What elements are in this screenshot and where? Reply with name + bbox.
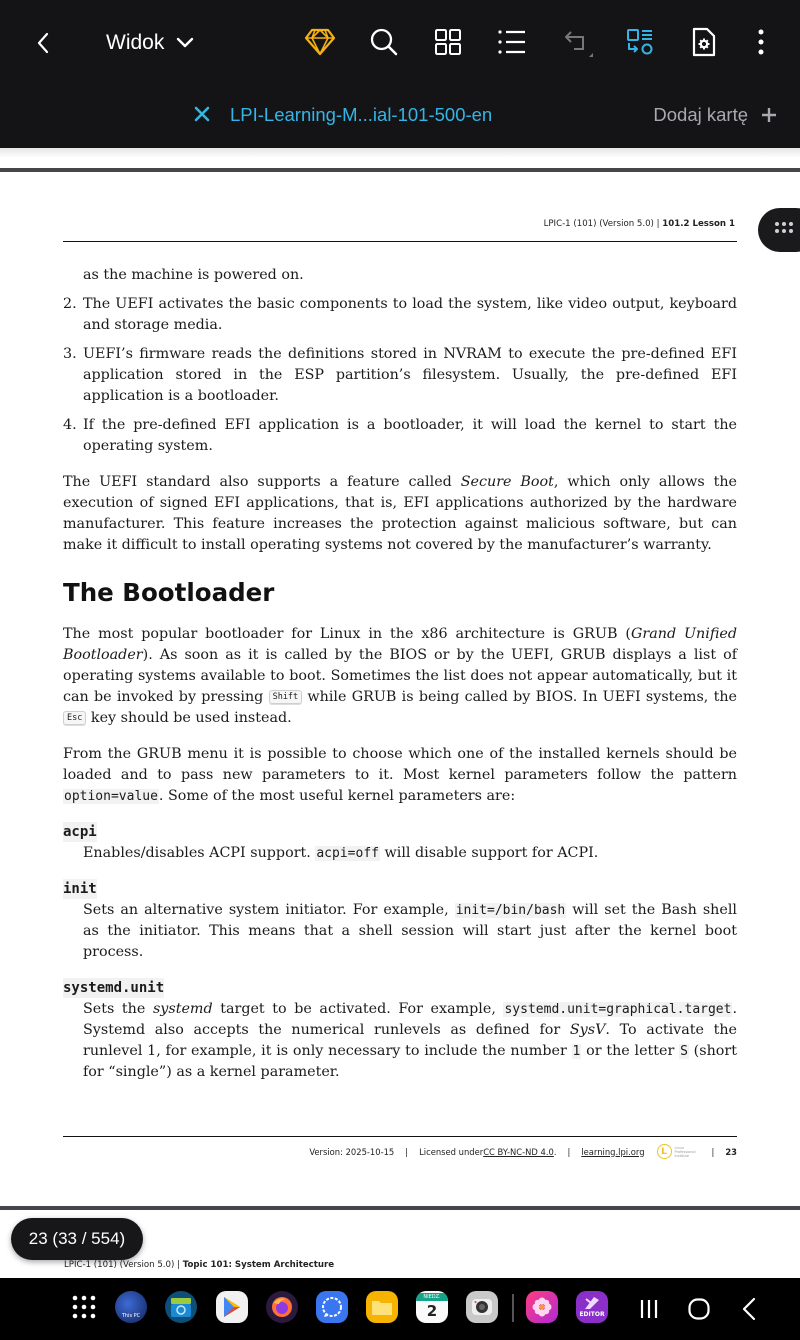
this-pc-icon: This PC [121, 1313, 141, 1319]
app-drawer-button[interactable] [68, 1291, 100, 1323]
more-vert-icon [757, 29, 765, 55]
recents-button[interactable] [634, 1294, 664, 1324]
header-topic: Topic 101: System Architecture [182, 1260, 335, 1270]
continued-text: as the machine is powered on. [83, 267, 304, 283]
header-separator: | [177, 1260, 180, 1270]
document-settings-icon [691, 27, 717, 57]
active-tab-title[interactable]: LPI-Learning-M...ial-101-500-en [230, 104, 493, 125]
lpi-logo-icon: L [657, 1144, 672, 1159]
editor-icon [582, 1295, 602, 1311]
params-paragraph [63, 744, 737, 807]
text: The UEFI standard also supports a feature called [63, 474, 461, 490]
header-course: LPIC-1 (101) (Version 5.0) [64, 1260, 175, 1270]
text: Sets the [83, 1001, 153, 1017]
param-definition [63, 999, 737, 1083]
header-rule [63, 241, 737, 242]
reflow-button[interactable] [622, 24, 658, 60]
search-icon [369, 27, 399, 57]
text: key should be used instead. [86, 710, 292, 726]
list-text: UEFI’s firmware reads the definitions stored in NVRAM to execute the pre-defined EFI application stored in the ESP partition’s filesystem. Usually, the pre-defined EFI application is a bootloader. [83, 346, 737, 404]
document-settings-button[interactable] [686, 24, 722, 60]
text: while GRUB is being called by BIOS. In UEFI systems, the [302, 689, 737, 705]
page-indicator[interactable]: 23 (33 / 554) [11, 1218, 143, 1260]
dock-app-firefox[interactable] [266, 1291, 298, 1323]
param-systemd-unit [63, 963, 737, 1083]
section-heading: The Bootloader [63, 578, 275, 607]
kbd-shift: Shift [269, 690, 303, 704]
text: or the letter [581, 1043, 680, 1059]
text: (short for “single”) as a kernel parameter. [83, 1043, 737, 1080]
text: will disable support for ACPI. [379, 845, 599, 861]
param-acpi [63, 807, 737, 864]
text: The most popular bootloader for Linux in the x86 architecture is GRUB ( [63, 626, 631, 642]
home-button[interactable] [684, 1294, 714, 1324]
folder-icon [370, 1297, 394, 1317]
back-icon [740, 1297, 758, 1321]
page-footer [309, 1144, 737, 1159]
header-lesson: 101.2 Lesson 1 [662, 219, 735, 229]
inline-code: option=value [64, 789, 158, 804]
back-icon [35, 31, 51, 55]
text: , which only allows the execution of signed EFI applications, that is, EFI applications authorized by the hardware manufacturer. This feature increases the protection against malicious software, but can make it difficult to install operating systems not covered by the manufacturer’s warranty. [63, 474, 738, 553]
toolbar-shadow [0, 148, 800, 158]
lpi-logo-text: Linux Professional Institute [674, 1145, 696, 1158]
license-link[interactable]: CC BY-NC-ND 4.0 [483, 1146, 554, 1157]
inline-code: systemd.unit=graphical.target [504, 1002, 732, 1017]
signal-icon [320, 1295, 344, 1319]
more-options-button[interactable] [748, 24, 774, 60]
premium-diamond-icon [304, 27, 336, 57]
footer-page-number: 23 [725, 1146, 737, 1157]
param-definition [63, 843, 737, 864]
play-store-icon [221, 1295, 243, 1319]
premium-button[interactable] [302, 24, 338, 60]
page-separator [0, 168, 800, 172]
dock-app-camera[interactable] [466, 1291, 498, 1323]
text: . Some of the most useful kernel parameters are: [158, 788, 516, 804]
footer-separator: | [567, 1146, 571, 1157]
chevron-down-icon [176, 37, 194, 49]
emphasis: SysV [569, 1022, 606, 1038]
lpi-logo [657, 1144, 701, 1159]
close-icon [190, 102, 214, 126]
gallery-flower-icon [530, 1295, 554, 1319]
dock-app-my-files[interactable] [366, 1291, 398, 1323]
text: ). As soon as it is called by the BIOS or by the UEFI, GRUB displays a list of operating systems available to boot. Sometimes the list does not appear automatically, but it can be invoked by pressing [63, 647, 737, 705]
calendar-day-label: 2 [426, 1302, 438, 1320]
dock-app-f-droid[interactable] [165, 1291, 197, 1323]
document-viewer[interactable] [0, 148, 800, 1278]
app-bar [0, 0, 800, 148]
footer-rule [63, 1136, 737, 1137]
list-text: The UEFI activates the basic components to load the system, like video output, keyboard and storage media. [83, 296, 737, 333]
tab-bar [0, 96, 800, 140]
text: Enables/disables ACPI support. [83, 845, 316, 861]
inline-code: 1 [572, 1044, 581, 1059]
outline-list-icon [497, 29, 527, 55]
footer-license-prefix: Licensed under [419, 1146, 484, 1157]
emphasis: Secure Boot [460, 474, 554, 490]
kbd-esc: Esc [63, 711, 86, 725]
dock-app-this-pc[interactable] [115, 1291, 147, 1323]
f-droid-icon [168, 1294, 194, 1320]
toolbar [0, 0, 800, 86]
system-back-button[interactable] [734, 1294, 764, 1324]
param-term: init [63, 881, 97, 897]
footer-separator: | [405, 1146, 409, 1157]
page-separator [0, 1206, 800, 1210]
page-content [63, 265, 737, 1083]
text: will set the Bash shell as the initiator. This means that a shell session will start just after the kernel boot process. [83, 902, 737, 960]
inline-code: S [680, 1044, 688, 1059]
header-separator: | [656, 219, 660, 229]
dock-app-signal[interactable] [316, 1291, 348, 1323]
site-link[interactable]: learning.lpi.org [581, 1146, 645, 1157]
list-number: 3. [63, 346, 77, 362]
thumbnails-button[interactable] [430, 24, 466, 60]
recents-icon [638, 1298, 660, 1320]
editor-label: EDITOR [579, 1311, 605, 1318]
list-item [63, 415, 737, 457]
view-menu-dropdown[interactable] [106, 27, 194, 59]
footer-version: Version: 2025-10-15 [309, 1146, 395, 1157]
undo-icon [563, 27, 597, 61]
inline-code: init=/bin/bash [455, 903, 566, 918]
text: From the GRUB menu it is possible to choose which one of the installed kernels should be loaded and to pass new parameters to it. Most kernel parameters follow the pattern [63, 746, 737, 783]
undo-button[interactable] [560, 24, 600, 64]
view-menu-label: Widok [106, 31, 165, 54]
emphasis: Grand Unified Bootloader [63, 626, 737, 663]
system-navigation-bar [0, 1278, 800, 1340]
reflow-icon [626, 28, 654, 56]
list-number: 4. [63, 417, 77, 433]
secure-boot-paragraph [63, 472, 737, 556]
add-tab-label: Dodaj kartę [653, 104, 748, 125]
outline-button[interactable] [494, 24, 530, 60]
drag-handle-icon [775, 222, 793, 233]
footer-separator: | [711, 1146, 715, 1157]
home-icon [687, 1297, 711, 1321]
list-item [63, 294, 737, 336]
dock-app-play-store[interactable] [216, 1291, 248, 1323]
list-text: If the pre-defined EFI application is a bootloader, it will load the kernel to start the operating system. [83, 417, 737, 454]
param-term: systemd.unit [63, 980, 165, 996]
floating-menu-handle[interactable] [758, 208, 800, 252]
param-definition [63, 900, 737, 963]
inline-code: acpi=off [316, 846, 379, 861]
search-button[interactable] [366, 24, 402, 60]
emphasis: systemd [152, 1001, 213, 1017]
calendar-month-label: NIEDZ. [416, 1293, 448, 1301]
firefox-icon [270, 1295, 294, 1319]
dock-separator [512, 1294, 514, 1322]
text: . Systemd also accepts the numerical runlevels as defined for [83, 1001, 738, 1038]
list-item [63, 344, 737, 407]
dock-app-calendar[interactable] [416, 1291, 448, 1323]
param-init [63, 864, 737, 963]
close-tab-button[interactable] [190, 102, 214, 126]
thumbnails-grid-icon [434, 28, 462, 56]
camera-icon [470, 1295, 494, 1319]
text: Sets an alternative system initiator. For example, [83, 902, 455, 918]
dock-app-editor[interactable] [576, 1291, 608, 1323]
running-header [544, 219, 735, 229]
dock-app-gallery[interactable] [526, 1291, 558, 1323]
app-drawer-icon [71, 1294, 97, 1320]
add-tab-button[interactable] [653, 104, 778, 126]
header-course: LPIC-1 (101) (Version 5.0) [543, 219, 654, 229]
next-page-header [64, 1260, 334, 1270]
grub-paragraph [63, 624, 737, 729]
back-button[interactable] [26, 26, 60, 60]
plus-icon [760, 106, 778, 124]
footer-license-suffix: . [553, 1146, 557, 1157]
text: . To activate the runlevel 1, for example, it is only necessary to include the number [83, 1022, 738, 1059]
list-number: 2. [63, 296, 77, 312]
text: target to be activated. For example, [212, 1001, 504, 1017]
param-term: acpi [63, 824, 97, 840]
